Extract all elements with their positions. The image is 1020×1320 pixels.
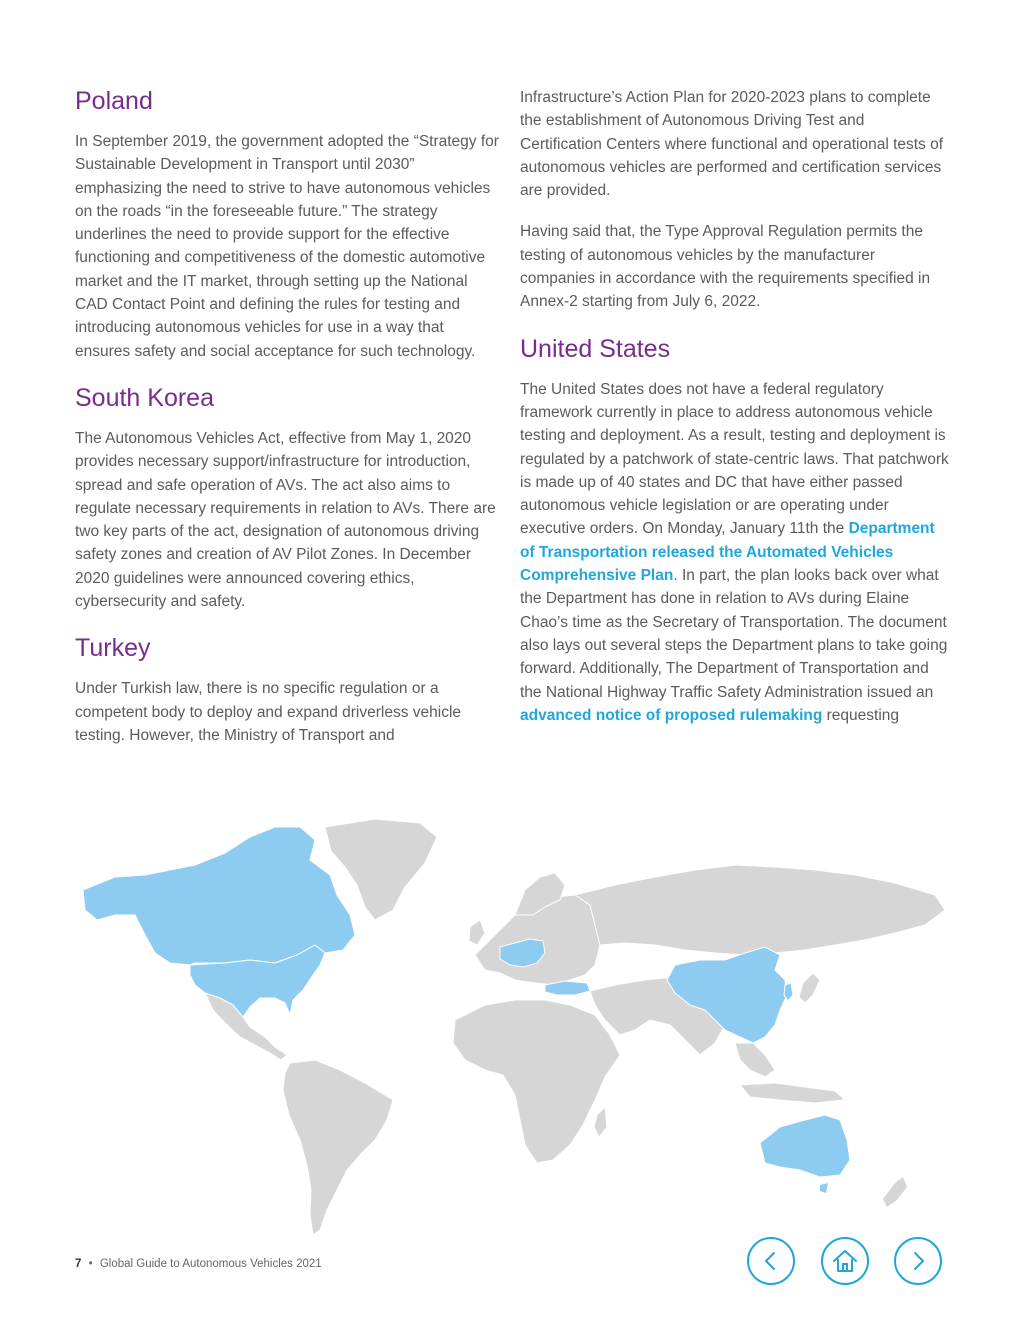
footer-title: Global Guide to Autonomous Vehicles 2021 — [99, 1258, 322, 1270]
footer-separator: • — [88, 1258, 93, 1270]
next-page-button[interactable] — [894, 1237, 942, 1285]
world-map — [75, 815, 955, 1245]
left-column — [75, 84, 500, 765]
map-madagascar — [594, 1107, 607, 1137]
heading-turkey: Turkey — [75, 634, 151, 663]
us-text-2: . In part, the plan looks back over what the Department has done in relation to AVs during Elaine Chao’s time as the Secretary of Transportation. The document also lays out several steps the Department plans to take going forward. Additionally, The Department of Transportation and the National Highway Traffic Safety Administration issued an — [520, 567, 948, 701]
paragraph-united-states — [520, 378, 950, 727]
us-text-3: requesting — [822, 706, 900, 724]
paragraph-turkey: Under Turkish law, there is no specific regulation or a competent body to deploy and expand driverless vehicle testing. However, the Ministry of Transport and — [75, 680, 462, 744]
paragraph-turkey-type-approval: Having said that, the Type Approval Regulation permits the testing of autonomous vehicles by the manufacturer companies in accordance with the requirements specified in Annex-2 starting from July 6, 2022. — [520, 223, 931, 311]
paragraph-turkey-continued: Infrastructure’s Action Plan for 2020-2023 plans to complete the establishment of Autonomous Driving Test and Certification Centers where functional and operational tests of autonomous vehicles are performed and certification services are provided. — [520, 89, 944, 200]
anprm-link[interactable]: advanced notice of proposed rulemaking — [520, 706, 823, 724]
map-south-america — [283, 1060, 393, 1235]
paragraph-south-korea: The Autonomous Vehicles Act, effective from May 1, 2020 provides necessary support/infrastructure for introduction, spread and safe operation of AVs. The act also aims to regulate necessary requirements in relation to AVs. There are two key parts of the act, designation of autonomous driving safety zones and creation of AV Pilot Zones. In December 2020 guidelines were announced covering ethics, cybersecurity and safety. — [75, 429, 496, 611]
map-canada — [83, 827, 355, 965]
map-tasmania — [820, 1183, 828, 1193]
map-new-zealand — [883, 1177, 907, 1207]
page-number: 7 — [75, 1258, 82, 1270]
chevron-right-icon — [907, 1250, 929, 1272]
heading-united-states: United States — [520, 334, 671, 363]
chevron-left-icon — [760, 1250, 782, 1272]
paragraph-poland: In September 2019, the government adopted the “Strategy for Sustainable Development in Transport until 2030” emphasizing the need to strive to have autonomous vehicles on the roads “in the foreseeable future.” The strategy underlines the need to provide support for the effective functioning and competitiveness of the domestic automotive market and the IT market, through setting up the National CAD Contact Point and defining the rules for testing and introducing autonomous vehicles for use in a way that ensures safety and social acceptance for such technology. — [75, 133, 499, 360]
home-button[interactable] — [821, 1237, 869, 1285]
footer — [75, 1258, 322, 1270]
map-russia — [575, 865, 945, 955]
map-uk — [469, 920, 485, 945]
map-australia — [760, 1115, 850, 1177]
map-indonesia — [740, 1083, 845, 1103]
map-se-asia — [735, 1043, 775, 1077]
map-japan — [799, 973, 820, 1003]
right-column — [520, 86, 950, 745]
heading-poland: Poland — [75, 87, 153, 115]
us-text-1: The United States does not have a federal regulatory framework currently in place to address autonomous vehicle testing and deployment. As a result, testing and deployment is regulated by a patchwork of state-centric laws. That patchwork is made up of 40 states and DC that have either passed autonomous vehicle legislation or are operating under executive orders. On Monday, January 11th the — [520, 380, 949, 538]
home-icon — [831, 1248, 859, 1274]
dot-plan-link[interactable]: Department of Transportation released the Automated Vehicles Comprehensive Plan — [520, 520, 935, 585]
prev-page-button[interactable] — [747, 1237, 795, 1285]
map-africa — [453, 1000, 620, 1163]
heading-south-korea: South Korea — [75, 383, 214, 412]
